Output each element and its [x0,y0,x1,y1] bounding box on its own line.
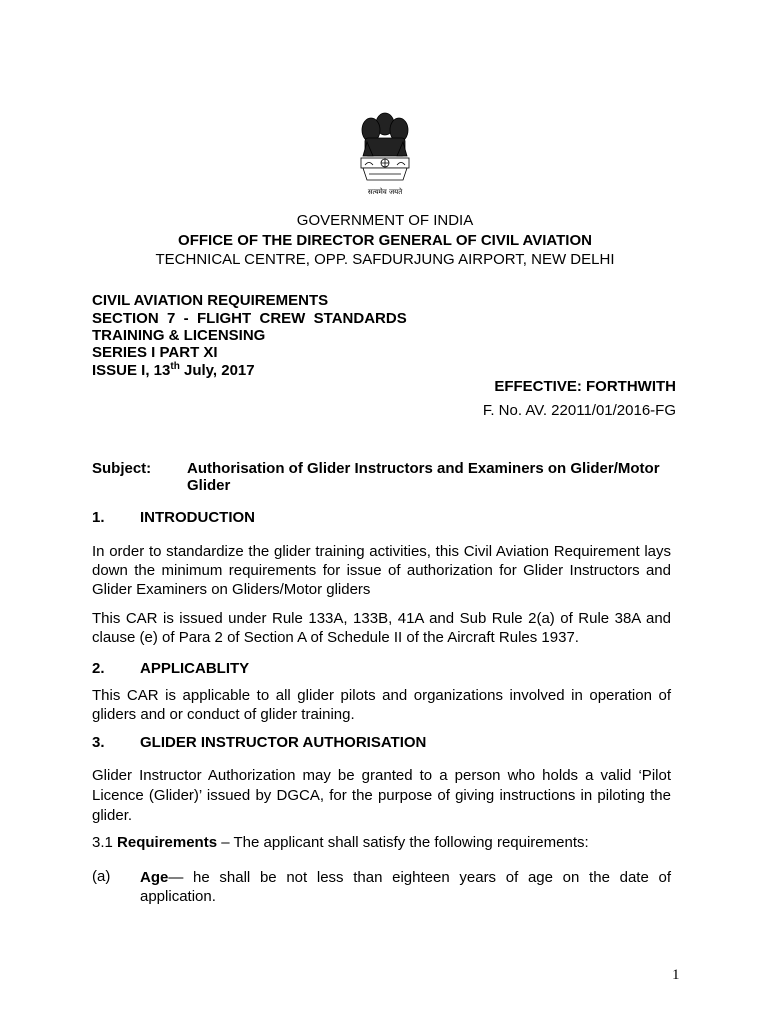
state-emblem [345,108,425,198]
section-2-paragraph-1: This CAR is applicable to all glider pilots and organizations involved in operation of gliders and or conduct of glider training. [92,687,671,723]
state-emblem-of-india-icon [345,108,425,188]
car-training: TRAINING & LICENSING [92,327,266,344]
section-1-number: 1. [92,509,105,526]
header-address: TECHNICAL CENTRE, OPP. SAFDURJUNG AIRPORT, NEW DELHI [155,251,615,268]
issue-sup: th [170,361,180,372]
section-2-number: 2. [92,660,105,677]
subject-text-line1: Authorisation of Glider Instructors and Examiners on Glider/Motor [187,460,660,477]
section-3-number: 3. [92,734,105,751]
section-1-paragraph-1: In order to standardize the glider training activities, this Civil Aviation Requirement lays down the minimum requirements for issue of authorization for Glider Instructors and Glider Examiners on Gliders/Motor gliders [92,543,671,598]
car-section: SECTION 7 - FLIGHT CREW STANDARDS [92,310,407,327]
car-issue [92,362,255,380]
page-number: 1 [672,967,680,983]
req-label: Requirements [117,834,218,851]
emblem-motto: सत्यमेव जयते [367,188,403,196]
car-series: SERIES I PART XI [92,344,218,361]
issue-suffix: July, 2017 [179,362,255,379]
age-text: — he shall be not less than eighteen years of age on the date of application. [140,869,671,905]
age-item [140,868,671,906]
subject-text-line2: Glider [187,477,231,494]
age-term: Age [140,869,169,886]
subject-label: Subject: [92,460,152,477]
section-3-paragraph-1: Glider Instructor Authorization may be granted to a person who holds a valid ‘Pilot Licence (Glider)’ issued by DGCA, for the purpose of giving instructions in piloting the glider. [92,767,671,824]
file-number: F. No. AV. 22011/01/2016-FG [482,402,676,419]
issue-prefix: ISSUE I, 13 [92,362,171,379]
section-3-title: GLIDER INSTRUCTOR AUTHORISATION [140,734,427,751]
section-2-title: APPLICABLITY [140,660,250,677]
section-1-paragraph-2: This CAR is issued under Rule 133A, 133B, 41A and Sub Rule 2(a) of Rule 38A and clause (e) of Para 2 of Section A of Schedule II of the Aircraft Rules 1937. [92,610,671,646]
effective-date: EFFECTIVE: FORTHWITH [494,378,676,395]
header-government: GOVERNMENT OF INDIA [296,212,474,229]
header-office: OFFICE OF THE DIRECTOR GENERAL OF CIVIL AVIATION [178,232,592,249]
age-item-label: (a) [92,868,111,885]
requirements-line [92,834,589,852]
section-1-title: INTRODUCTION [140,509,255,526]
req-number: 3.1 [92,834,118,851]
req-text: – The applicant shall satisfy the following requirements: [217,834,589,851]
car-title: CIVIL AVIATION REQUIREMENTS [92,292,329,309]
